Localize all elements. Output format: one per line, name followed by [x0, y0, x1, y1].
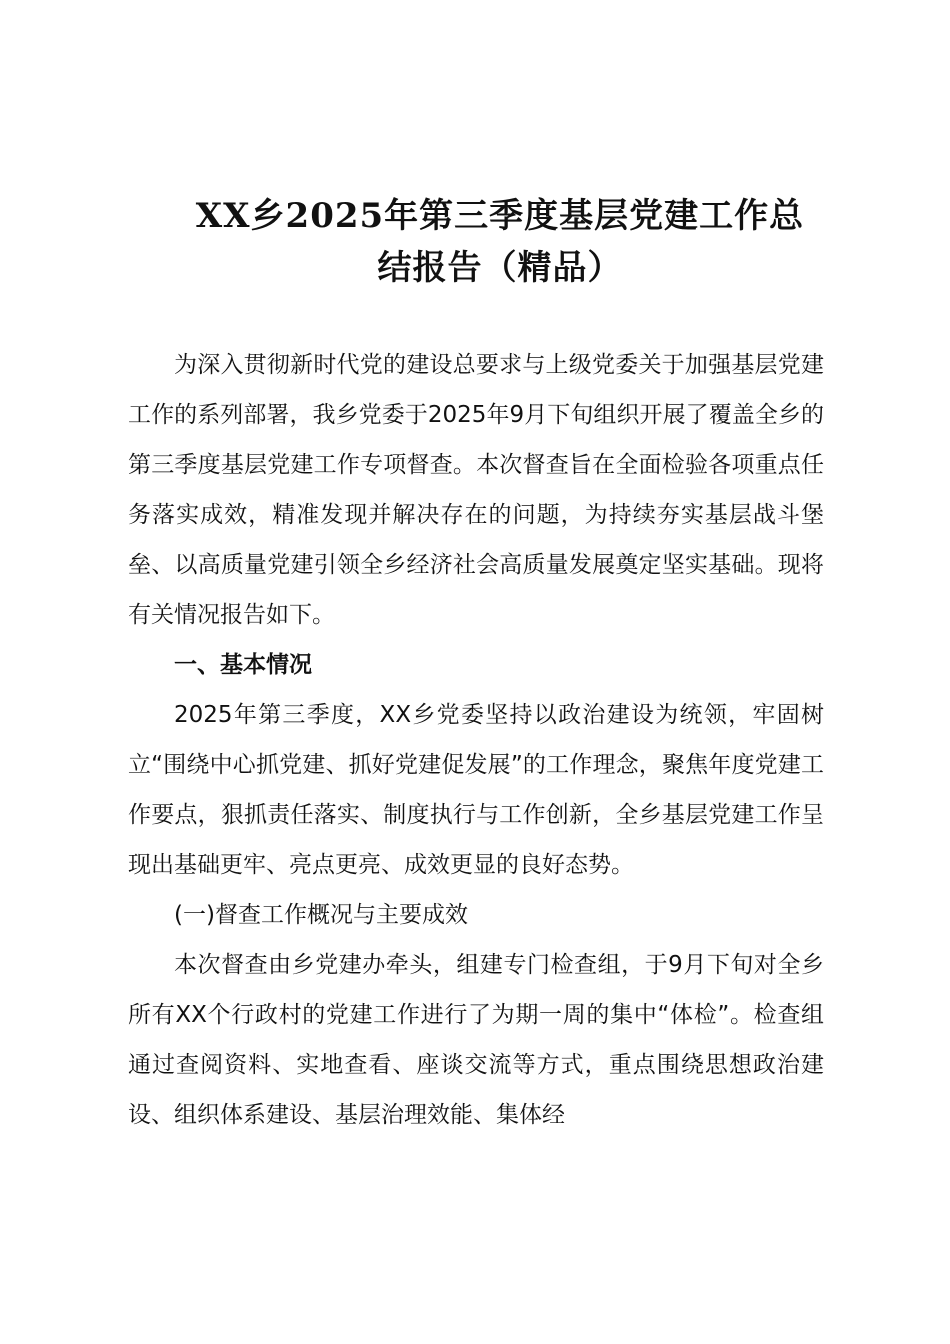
- overview-paragraph: 2025年第三季度，XX乡党委坚持以政治建设为统领，牢固树立“围绕中心抓党建、抓好党建促发展”的工作理念，聚焦年度党建工作要点，狠抓责任落实、制度执行与工作创新，全乡基层党建工作呈现出基础更牢、亮点更亮、成效更显的良好态势。: [128, 702, 824, 878]
- title-line-1: XX乡2025年第三季度基层党建工作总: [195, 196, 805, 236]
- section-heading: 一、基本情况: [174, 652, 312, 678]
- intro-paragraph: 为深入贯彻新时代党的建设总要求与上级党委关于加强基层党建工作的系列部署，我乡党委于2025年9月下旬组织开展了覆盖全乡的第三季度基层党建工作专项督查。本次督查旨在全面检验各项重点任务落实成效，精准发现并解决存在的问题，为持续夯实基层战斗堡垒、以高质量党建引领全乡经济社会高质量发展奠定坚实基础。现将有关情况报告如下。: [128, 352, 824, 628]
- subsection-heading: (一)督查工作概况与主要成效: [174, 902, 468, 928]
- document-body: [128, 340, 824, 1140]
- inspection-paragraph: 本次督查由乡党建办牵头，组建专门检查组，于9月下旬对全乡所有XX个行政村的党建工作进行了为期一周的集中“体检”。检查组通过查阅资料、实地查看、座谈交流等方式，重点围绕思想政治建设、组织体系建设、基层治理效能、集体经: [128, 952, 824, 1128]
- title-line-2: 结报告（精品）: [377, 248, 623, 288]
- document-title: [160, 190, 840, 294]
